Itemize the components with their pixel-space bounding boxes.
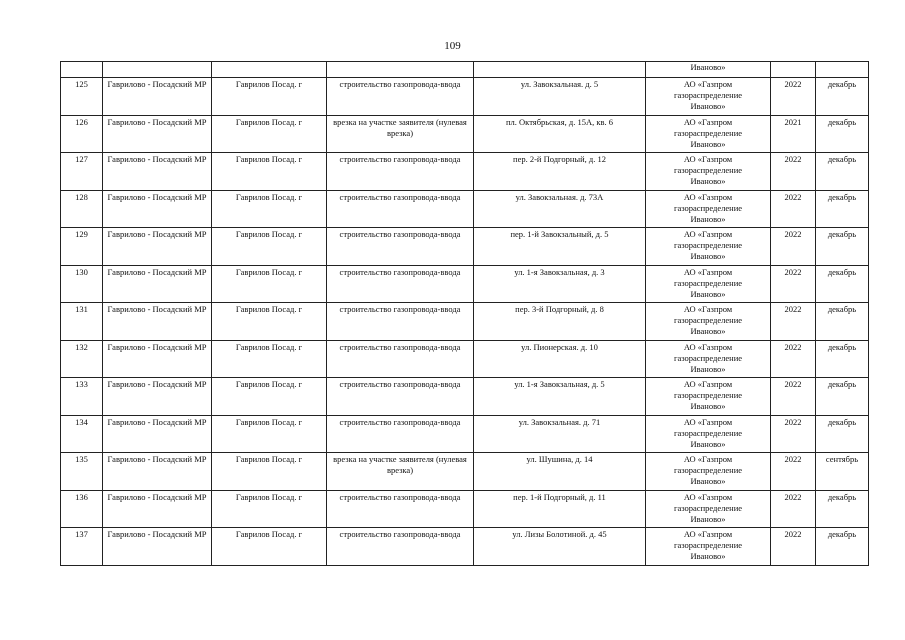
cell-address: ул. 1-я Завокзальная, д. 3 — [474, 265, 646, 303]
cell-month: декабрь — [816, 228, 869, 266]
cell-settlement: Гаврилов Посад. г — [212, 265, 327, 303]
owner-line: газораспределение — [673, 277, 743, 288]
owner-line: газораспределение — [673, 427, 743, 438]
cell-month: декабрь — [816, 265, 869, 303]
cell-municipality: Гаврилово - Посадский МР — [103, 115, 212, 153]
cell-num: 131 — [61, 303, 103, 341]
cell-year: 2022 — [771, 415, 816, 453]
cell-num: 132 — [61, 340, 103, 378]
cell-municipality: Гаврилово - Посадский МР — [103, 228, 212, 266]
cell-num: 127 — [61, 153, 103, 191]
cell-year: 2022 — [771, 190, 816, 228]
cell-month: декабрь — [816, 340, 869, 378]
owner-line: АО «Газпром — [683, 416, 733, 427]
owner-line: АО «Газпром — [683, 191, 733, 202]
owner-line: АО «Газпром — [683, 529, 733, 539]
table-row — [61, 115, 869, 153]
cell-municipality: Гаврилово - Посадский МР — [103, 265, 212, 303]
table-row — [61, 228, 869, 266]
owner-line: Иваново» — [690, 288, 726, 299]
cell-year: 2022 — [771, 265, 816, 303]
table-row — [61, 190, 869, 228]
cell-address: пер. 3-й Подгорный, д. 8 — [474, 303, 646, 341]
cell-owner: Иваново» — [646, 62, 771, 78]
cell-address: ул. Шушина, д. 14 — [474, 453, 646, 491]
owner-line: АО «Газпром — [683, 341, 733, 352]
owner-line: Иваново» — [690, 513, 726, 524]
cell-address: ул. Пионерская. д. 10 — [474, 340, 646, 378]
cell-work: строительство газопровода-ввода — [327, 303, 474, 341]
cell-month: декабрь — [816, 378, 869, 416]
cell-owner — [646, 490, 771, 528]
cell-settlement: Гаврилов Посад. г — [212, 190, 327, 228]
cell-address: пл. Октябрьская, д. 15А, кв. 6 — [474, 115, 646, 153]
cell-year: 2022 — [771, 490, 816, 528]
owner-line: АО «Газпром — [683, 454, 733, 464]
cell-work: строительство газопровода-ввода — [327, 190, 474, 228]
cell-month: декабрь — [816, 190, 869, 228]
cell-work: строительство газопровода-ввода — [327, 153, 474, 191]
cell-num: 136 — [61, 490, 103, 528]
owner-line: Иваново» — [690, 326, 726, 336]
cell-address: ул. Завокзальная. д. 71 — [474, 415, 646, 453]
cell-year: 2021 — [771, 115, 816, 153]
cell-owner — [646, 228, 771, 266]
table-body — [61, 62, 869, 566]
cell-work: строительство газопровода-ввода — [327, 490, 474, 528]
page-number: 109 — [444, 40, 461, 52]
owner-line: газораспределение — [673, 315, 743, 325]
cell-num: 128 — [61, 190, 103, 228]
cell-address: ул. Завокзальная. д. 5 — [474, 78, 646, 116]
owner-line: АО «Газпром — [683, 229, 733, 239]
cell-year: 2022 — [771, 303, 816, 341]
cell-year: 2022 — [771, 453, 816, 491]
cell-owner — [646, 78, 771, 116]
owner-line: АО «Газпром — [683, 266, 733, 277]
table-row — [61, 415, 869, 453]
cell-work: строительство газопровода-ввода — [327, 378, 474, 416]
cell-settlement: Гаврилов Посад. г — [212, 490, 327, 528]
cell-municipality: Гаврилово - Посадский МР — [103, 153, 212, 191]
cell-municipality: Гаврилово - Посадский МР — [103, 415, 212, 453]
cell-settlement: Гаврилов Посад. г — [212, 415, 327, 453]
cell-num: 135 — [61, 453, 103, 491]
cell-num: 134 — [61, 415, 103, 453]
cell-owner — [646, 303, 771, 341]
cell-address: ул. 1-я Завокзальная, д. 5 — [474, 378, 646, 416]
cell-settlement — [212, 62, 327, 78]
cell-municipality — [103, 62, 212, 78]
cell-month: декабрь — [816, 303, 869, 341]
cell-owner — [646, 115, 771, 153]
table-row — [61, 453, 869, 491]
cell-work: строительство газопровода-ввода — [327, 78, 474, 116]
cell-month: декабрь — [816, 415, 869, 453]
cell-work: строительство газопровода-ввода — [327, 228, 474, 266]
owner-line: Иваново» — [690, 401, 726, 411]
cell-num: 137 — [61, 528, 103, 566]
cell-settlement: Гаврилов Посад. г — [212, 303, 327, 341]
cell-municipality: Гаврилово - Посадский МР — [103, 490, 212, 528]
owner-line: АО «Газпром — [683, 379, 733, 389]
cell-year: 2022 — [771, 228, 816, 266]
owner-line: АО «Газпром — [683, 79, 733, 89]
cell-work: строительство газопровода-ввода — [327, 340, 474, 378]
cell-municipality: Гаврилово - Посадский МР — [103, 528, 212, 566]
cell-municipality: Гаврилово - Посадский МР — [103, 78, 212, 116]
cell-month: сентябрь — [816, 453, 869, 491]
cell-month: декабрь — [816, 153, 869, 191]
cell-owner — [646, 528, 771, 566]
table-row — [61, 153, 869, 191]
owner-line: Иваново» — [690, 551, 726, 561]
cell-num: 125 — [61, 78, 103, 116]
owner-line: газораспределение — [673, 352, 743, 363]
cell-month: декабрь — [816, 78, 869, 116]
continuation-row — [61, 62, 869, 78]
cell-owner — [646, 265, 771, 303]
owner-line: АО «Газпром — [683, 304, 733, 314]
owner-line: Иваново» — [690, 213, 726, 224]
owner-line: газораспределение — [673, 127, 743, 138]
cell-settlement: Гаврилов Посад. г — [212, 78, 327, 116]
owner-line: АО «Газпром — [683, 491, 733, 502]
cell-address: ул. Лизы Болотиной. д. 45 — [474, 528, 646, 566]
owner-line: газораспределение — [673, 90, 743, 100]
table-row — [61, 78, 869, 116]
cell-work: врезка на участке заявителя (нулевая врезка) — [327, 115, 474, 153]
cell-work: врезка на участке заявителя (нулевая врезка) — [327, 453, 474, 491]
table-row — [61, 303, 869, 341]
cell-municipality: Гаврилово - Посадский МР — [103, 453, 212, 491]
cell-address: пер. 2-й Подгорный, д. 12 — [474, 153, 646, 191]
cell-owner — [646, 190, 771, 228]
cell-settlement: Гаврилов Посад. г — [212, 378, 327, 416]
cell-year — [771, 62, 816, 78]
cell-month: декабрь — [816, 115, 869, 153]
cell-month — [816, 62, 869, 78]
owner-line: газораспределение — [673, 502, 743, 513]
owner-line: Иваново» — [690, 438, 726, 449]
cell-address — [474, 62, 646, 78]
cell-owner — [646, 340, 771, 378]
cell-municipality: Гаврилово - Посадский МР — [103, 340, 212, 378]
owner-line: Иваново» — [690, 176, 726, 186]
owner-line: газораспределение — [673, 240, 743, 250]
cell-address: пер. 1-й Подгорный, д. 11 — [474, 490, 646, 528]
cell-owner — [646, 453, 771, 491]
table-row — [61, 340, 869, 378]
cell-month: декабрь — [816, 528, 869, 566]
cell-month: декабрь — [816, 490, 869, 528]
table-row — [61, 265, 869, 303]
owner-line: газораспределение — [673, 165, 743, 175]
cell-year: 2022 — [771, 153, 816, 191]
cell-num: 126 — [61, 115, 103, 153]
cell-work: строительство газопровода-ввода — [327, 415, 474, 453]
cell-owner — [646, 378, 771, 416]
owner-line: Иваново» — [690, 363, 726, 374]
cell-num: 129 — [61, 228, 103, 266]
cell-work — [327, 62, 474, 78]
cell-num — [61, 62, 103, 78]
owner-line: газораспределение — [673, 390, 743, 400]
cell-municipality: Гаврилово - Посадский МР — [103, 190, 212, 228]
owner-line: газораспределение — [673, 465, 743, 475]
table-row — [61, 378, 869, 416]
cell-year: 2022 — [771, 378, 816, 416]
cell-address: пер. 1-й Завокзальный, д. 5 — [474, 228, 646, 266]
owner-line: АО «Газпром — [683, 154, 733, 164]
cell-settlement: Гаврилов Посад. г — [212, 228, 327, 266]
cell-settlement: Гаврилов Посад. г — [212, 453, 327, 491]
owner-line: Иваново» — [690, 476, 726, 486]
owner-line: Иваново» — [690, 101, 726, 111]
cell-work: строительство газопровода-ввода — [327, 528, 474, 566]
cell-num: 130 — [61, 265, 103, 303]
cell-num: 133 — [61, 378, 103, 416]
cell-settlement: Гаврилов Посад. г — [212, 340, 327, 378]
cell-settlement: Гаврилов Посад. г — [212, 153, 327, 191]
gasification-table — [60, 61, 869, 566]
cell-year: 2022 — [771, 78, 816, 116]
cell-municipality: Гаврилово - Посадский МР — [103, 303, 212, 341]
cell-settlement: Гаврилов Посад. г — [212, 115, 327, 153]
cell-year: 2022 — [771, 528, 816, 566]
owner-line: АО «Газпром — [683, 116, 733, 127]
owner-line: газораспределение — [673, 540, 743, 550]
cell-work: строительство газопровода-ввода — [327, 265, 474, 303]
cell-settlement: Гаврилов Посад. г — [212, 528, 327, 566]
cell-year: 2022 — [771, 340, 816, 378]
cell-owner — [646, 153, 771, 191]
owner-line: Иваново» — [690, 251, 726, 261]
owner-line: газораспределение — [673, 202, 743, 213]
table-row — [61, 490, 869, 528]
cell-owner — [646, 415, 771, 453]
cell-municipality: Гаврилово - Посадский МР — [103, 378, 212, 416]
table-row — [61, 528, 869, 566]
owner-line: Иваново» — [690, 138, 726, 149]
cell-address: ул. Завокзальная. д. 73А — [474, 190, 646, 228]
